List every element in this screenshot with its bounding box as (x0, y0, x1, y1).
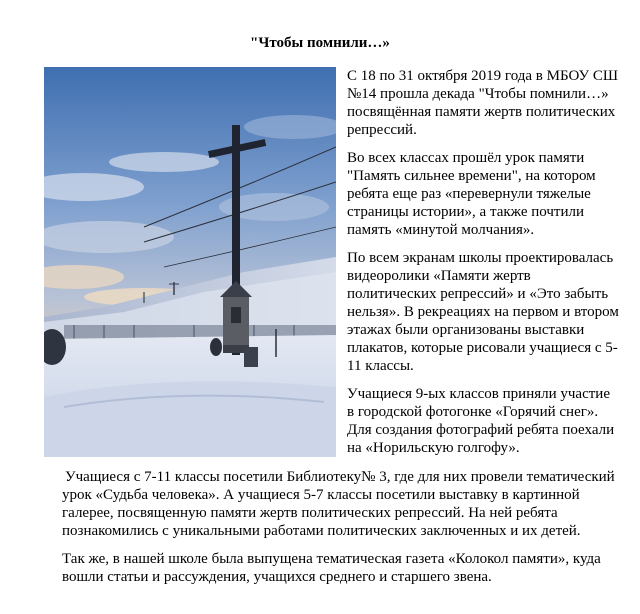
paragraph: Так же, в нашей школе была выпущена тематическая газета «Колокол памяти», куда вошли статьи и рассуждения, учащихся среднего и старшего звена. (62, 551, 601, 585)
paragraph: Учащиеся с 7-11 классы посетили Библиотеку№ 3, где для них провели тематический урок «Судьба человека». А учащиеся 5-7 классы посетили выставку в картинной галерее, посвященную памяти жертв политических репрессий. На ней ребята познакомились с уникальными работами политических заключенных и их детей. (62, 469, 615, 539)
memorial-cross-photo (44, 67, 336, 457)
paragraph: Учащиеся 9-ых классов приняли участие в городской фотогонке «Горячий снег». Для создания фотографий ребята поехали на «Норильскую голгофу». (347, 386, 615, 456)
side-text-column (347, 67, 619, 467)
paragraph: Во всех классах прошёл урок памяти "Память сильнее времени", на котором ребята еще раз «перевернули тяжелые страницы истории», а также почтили память «минутой молчания». (347, 150, 596, 238)
paragraph: По всем экранам школы проектировалась видеоролики «Памяти жертв политических репрессий» и «Это забыть нельзя». В рекреациях на первом и втором этажах были организованы выставки плакатов, которые рисовали учащиеся с 5-11 классы. (347, 250, 619, 374)
bottom-text (62, 468, 622, 596)
page-title: "Чтобы помнили…» (250, 35, 390, 51)
paragraph: С 18 по 31 октября 2019 года в МБОУ СШ №14 прошла декада "Чтобы помнили…» посвящённая памяти жертв политических репрессий. (347, 68, 618, 138)
